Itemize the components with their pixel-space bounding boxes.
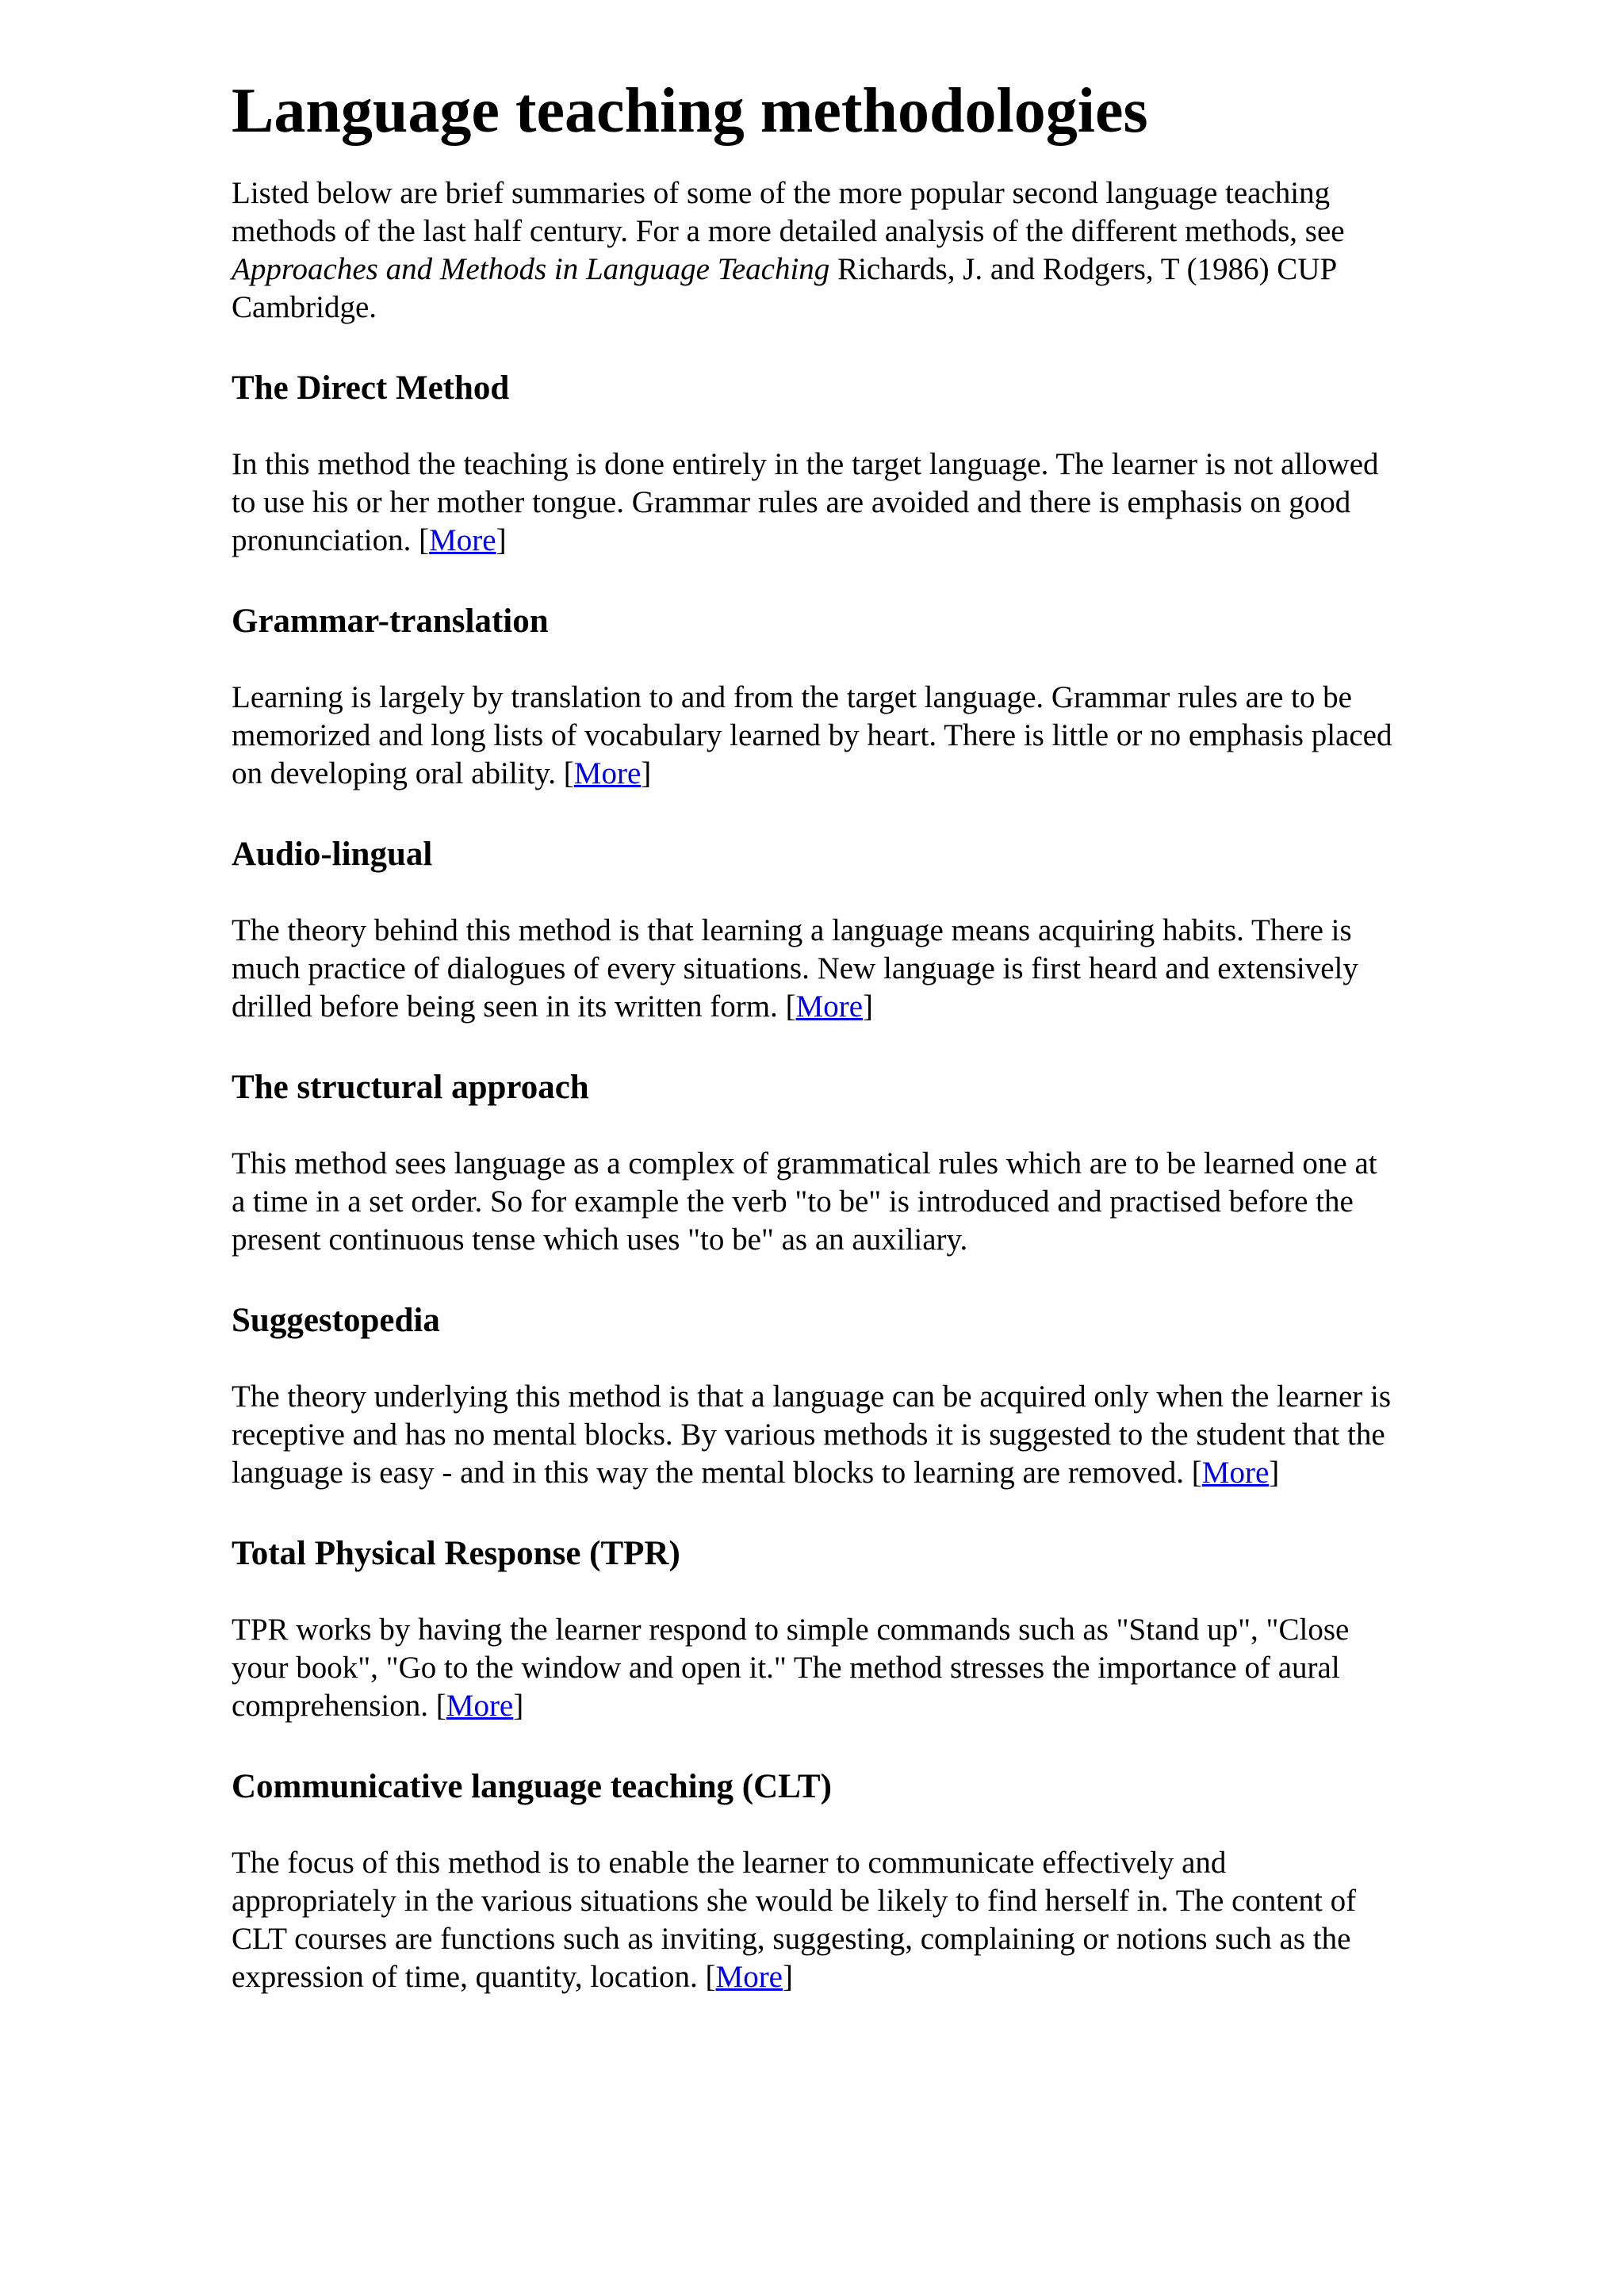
section-text: TPR works by having the learner respond to simple commands such as "Stand up", "Close your book", "Go to the window and open it." The method stresses the importance of aural comprehension. [More] <box>232 1613 1350 1723</box>
section-direct-method <box>232 369 1397 560</box>
section-heading: Suggestopedia <box>232 1302 440 1339</box>
section-heading: Grammar-translation <box>232 603 549 640</box>
intro-text: Listed below are brief summaries of some of the more popular second language teaching methods of the last half century. For a more detailed analysis of the different methods, see <box>232 176 1345 248</box>
section-body: TPR works by having the learner respond to simple commands such as "Stand up", "Close your book", "Go to the window and open it." The method stresses the importance of aural comprehension. <box>232 1613 1350 1723</box>
section-body: The focus of this method is to enable the learner to communicate effectively and appropriately in the various situations she would be likely to find herself in. The content of CLT courses are functions such as inviting, suggesting, complaining or notions such as the expression of time, quantity, location. <box>232 1846 1357 1994</box>
section-text: The focus of this method is to enable the learner to communicate effectively and appropriately in the various situations she would be likely to find herself in. The content of CLT courses are functions such as inviting, suggesting, complaining or notions such as the expression of time, quantity, location. [More] <box>232 1846 1357 1994</box>
section-tpr <box>232 1535 1397 1725</box>
section-heading: Communicative language teaching (CLT) <box>232 1768 832 1805</box>
section-heading: Audio-lingual <box>232 836 433 873</box>
page-title: Language teaching methodologies <box>232 76 1148 146</box>
section-heading: The structural approach <box>232 1069 589 1106</box>
more-link-grammar-translation[interactable]: More <box>573 756 642 790</box>
section-text: Learning is largely by translation to and from the target language. Grammar rules are to be memorized and long lists of vocabulary learned by heart. There is little or no emphasis placed on developing oral ability. [More] <box>232 680 1392 790</box>
section-grammar-translation <box>232 603 1397 793</box>
more-link-suggestopedia[interactable]: More <box>1201 1456 1270 1490</box>
section-structural-approach <box>232 1069 1397 1259</box>
section-body: The theory behind this method is that learning a language means acquiring habits. There is much practice of dialogues of every situations. New language is first heard and extensively drilled before being seen in its written form. <box>232 913 1358 1024</box>
section-body: In this method the teaching is done entirely in the target language. The learner is not allowed to use his or her mother tongue. Grammar rules are avoided and there is emphasis on good pronunciation. <box>232 447 1379 557</box>
more-link-direct-method[interactable]: More <box>429 523 496 557</box>
section-heading: Total Physical Response (TPR) <box>232 1535 680 1572</box>
document-page <box>232 76 1397 1996</box>
section-audio-lingual <box>232 836 1397 1026</box>
section-body: This method sees language as a complex of grammatical rules which are to be learned one at a time in a set order. So for example the verb "to be" is introduced and practised before the present continuous tense which uses "to be" as an auxiliary. <box>232 1146 1377 1257</box>
intro-citation: Richards, J. and Rodgers, T (1986) CUP Cambridge. <box>232 252 1336 324</box>
section-heading: The Direct Method <box>232 369 510 407</box>
section-body: The theory underlying this method is that a language can be acquired only when the learner is receptive and has no mental blocks. By various methods it is suggested to the student that the language is easy - and in this way the mental blocks to learning are removed. <box>232 1380 1392 1490</box>
more-link-clt[interactable]: More <box>715 1960 783 1994</box>
intro-paragraph <box>232 174 1397 327</box>
section-text: The theory behind this method is that learning a language means acquiring habits. There is much practice of dialogues of every situations. New language is first heard and extensively drilled before being seen in its written form. [More] <box>232 913 1358 1024</box>
section-body: Learning is largely by translation to and from the target language. Grammar rules are to be memorized and long lists of vocabulary learned by heart. There is little or no emphasis placed on developing oral ability. <box>232 680 1392 790</box>
section-suggestopedia <box>232 1302 1397 1492</box>
section-clt <box>232 1768 1397 1996</box>
section-text: The theory underlying this method is that a language can be acquired only when the learner is receptive and has no mental blocks. By various methods it is suggested to the student that the language is easy - and in this way the mental blocks to learning are removed. [More] <box>232 1380 1392 1490</box>
section-text <box>232 1145 1397 1259</box>
section-text: In this method the teaching is done entirely in the target language. The learner is not allowed to use his or her mother tongue. Grammar rules are avoided and there is emphasis on good pronunciation. [More] <box>232 447 1379 557</box>
book-title: Approaches and Methods in Language Teaching <box>232 252 830 286</box>
more-link-audio-lingual[interactable]: More <box>795 989 864 1024</box>
more-link-tpr[interactable]: More <box>446 1689 514 1723</box>
